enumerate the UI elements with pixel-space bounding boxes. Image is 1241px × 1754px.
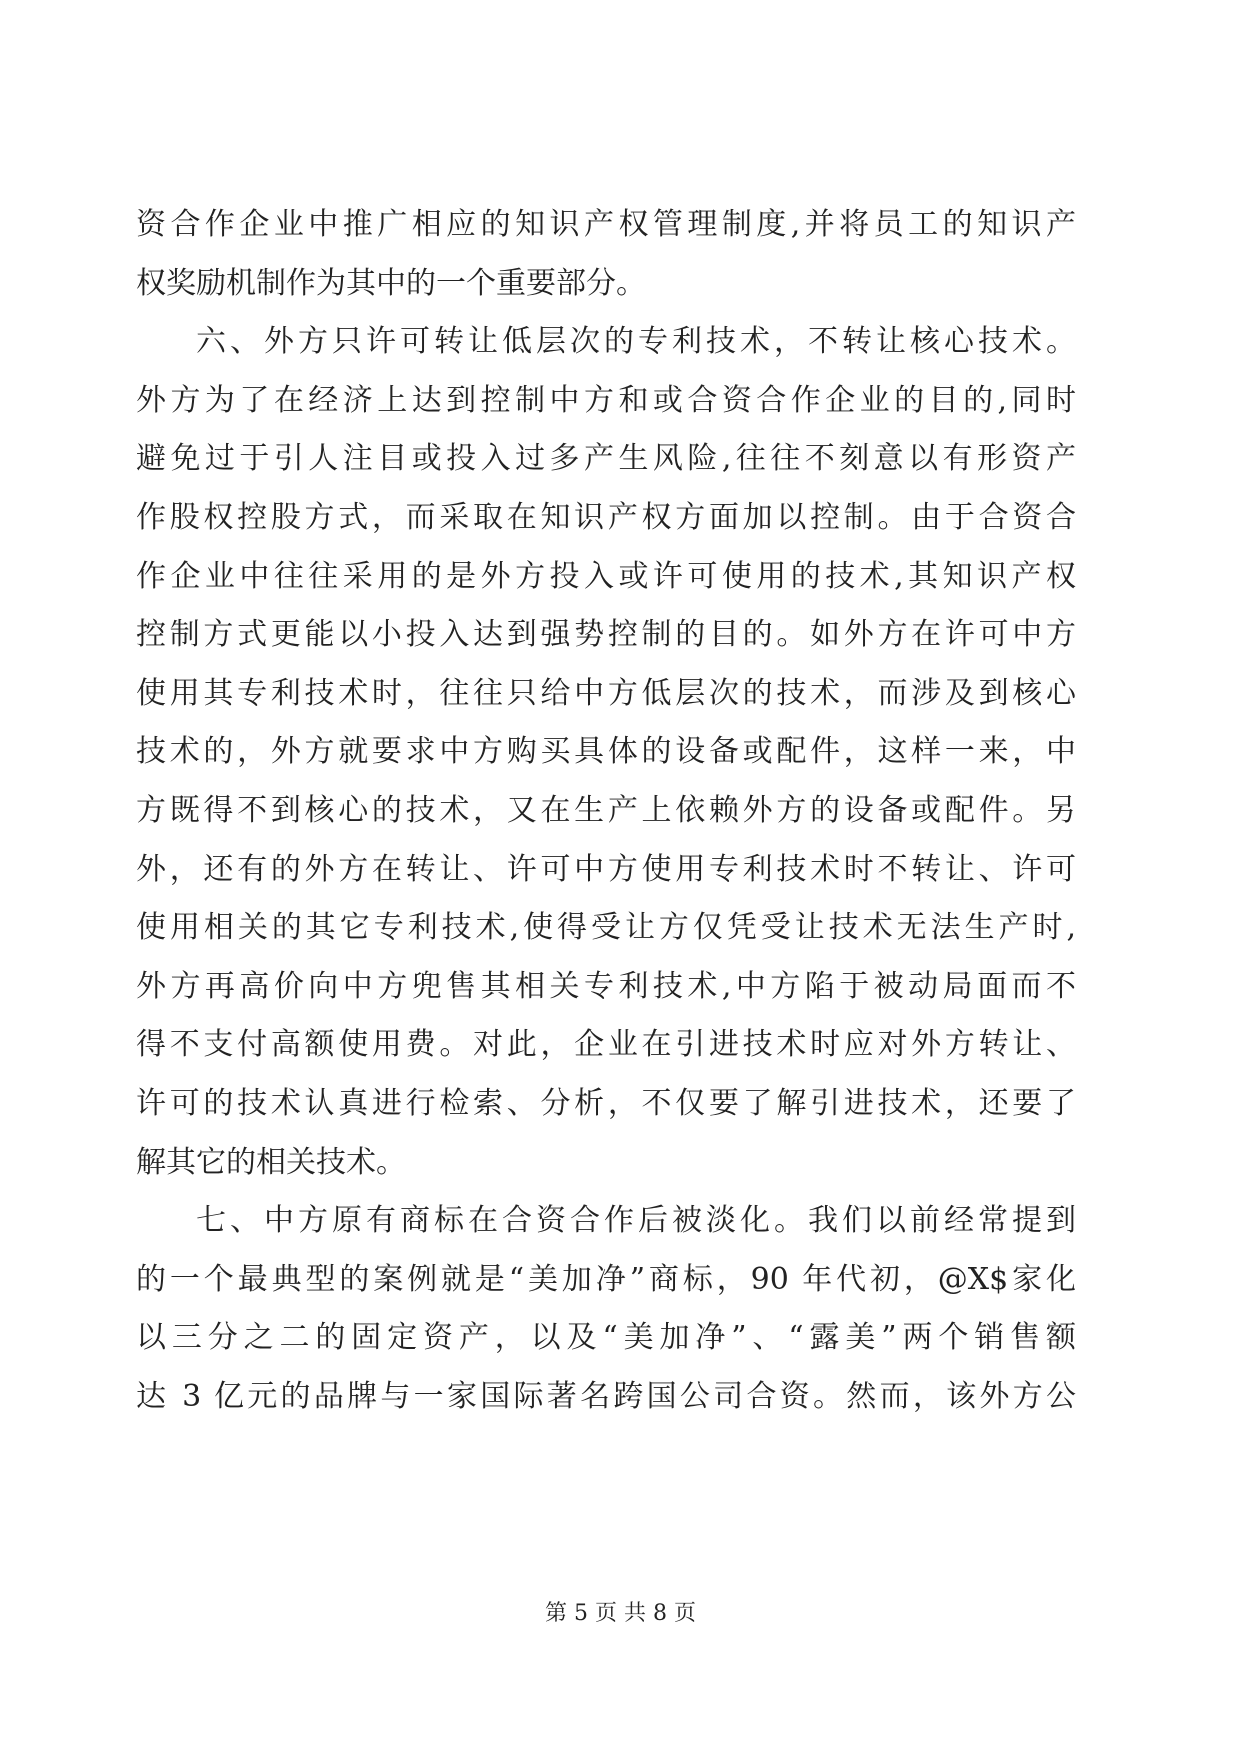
text-line: 控制方式更能以小投入达到强势控制的目的。如外方在许可中方 <box>136 617 1076 653</box>
text-line: 外方为了在经济上达到控制中方和或合资合作企业的目的,同时 <box>136 382 1076 418</box>
text-line: 的一个最典型的案例就是“美加净”商标，90 年代初，@X$家化 <box>136 1261 1076 1297</box>
text-line: 作企业中往往采用的是外方投入或许可使用的技术,其知识产权 <box>136 558 1076 594</box>
text-line: 外，还有的外方在转让、许可中方使用专利技术时不转让、许可 <box>136 851 1076 887</box>
text-line: 达 3 亿元的品牌与一家国际著名跨国公司合资。然而，该外方公 <box>136 1378 1076 1414</box>
text-line: 外方再高价向中方兜售其相关专利技术,中方陷于被动局面而不 <box>136 968 1076 1004</box>
paragraph <box>136 313 1076 1192</box>
text-line: 避免过于引人注目或投入过多产生风险,往往不刻意以有形资产 <box>136 441 1076 477</box>
text-line: 方既得不到核心的技术，又在生产上依赖外方的设备或配件。另 <box>136 792 1076 828</box>
text-line: 解其它的相关技术。 <box>136 1144 406 1180</box>
text-line: 资合作企业中推广相应的知识产权管理制度,并将员工的知识产 <box>136 207 1076 242</box>
text-line: 使用相关的其它专利技术,使得受让方仅凭受让技术无法生产时, <box>136 910 1076 946</box>
paragraph <box>136 196 1076 313</box>
text-line: 权奖励机制作为其中的一个重要部分。 <box>136 265 646 301</box>
text-line: 六、外方只许可转让低层次的专利技术，不转让核心技术。 <box>196 324 1076 360</box>
text-line: 以三分之二的固定资产，以及“美加净”、“露美”两个销售额 <box>136 1320 1076 1356</box>
text-line: 许可的技术认真进行检索、分析，不仅要了解引进技术，还要了 <box>136 1085 1076 1121</box>
text-line: 得不支付高额使用费。对此，企业在引进技术时应对外方转让、 <box>136 1027 1076 1063</box>
body-text <box>136 196 1076 1426</box>
text-line: 七、中方原有商标在合资合作后被淡化。我们以前经常提到 <box>196 1203 1076 1239</box>
text-line: 作股权控股方式，而采取在知识产权方面加以控制。由于合资合 <box>136 499 1076 535</box>
page-footer: 第 5 页 共 8 页 <box>545 1601 696 1626</box>
text-line: 技术的，外方就要求中方购买具体的设备或配件，这样一来，中 <box>136 734 1076 770</box>
text-line: 使用其专利技术时，往往只给中方低层次的技术，而涉及到核心 <box>136 675 1076 711</box>
paragraph <box>136 1192 1076 1426</box>
